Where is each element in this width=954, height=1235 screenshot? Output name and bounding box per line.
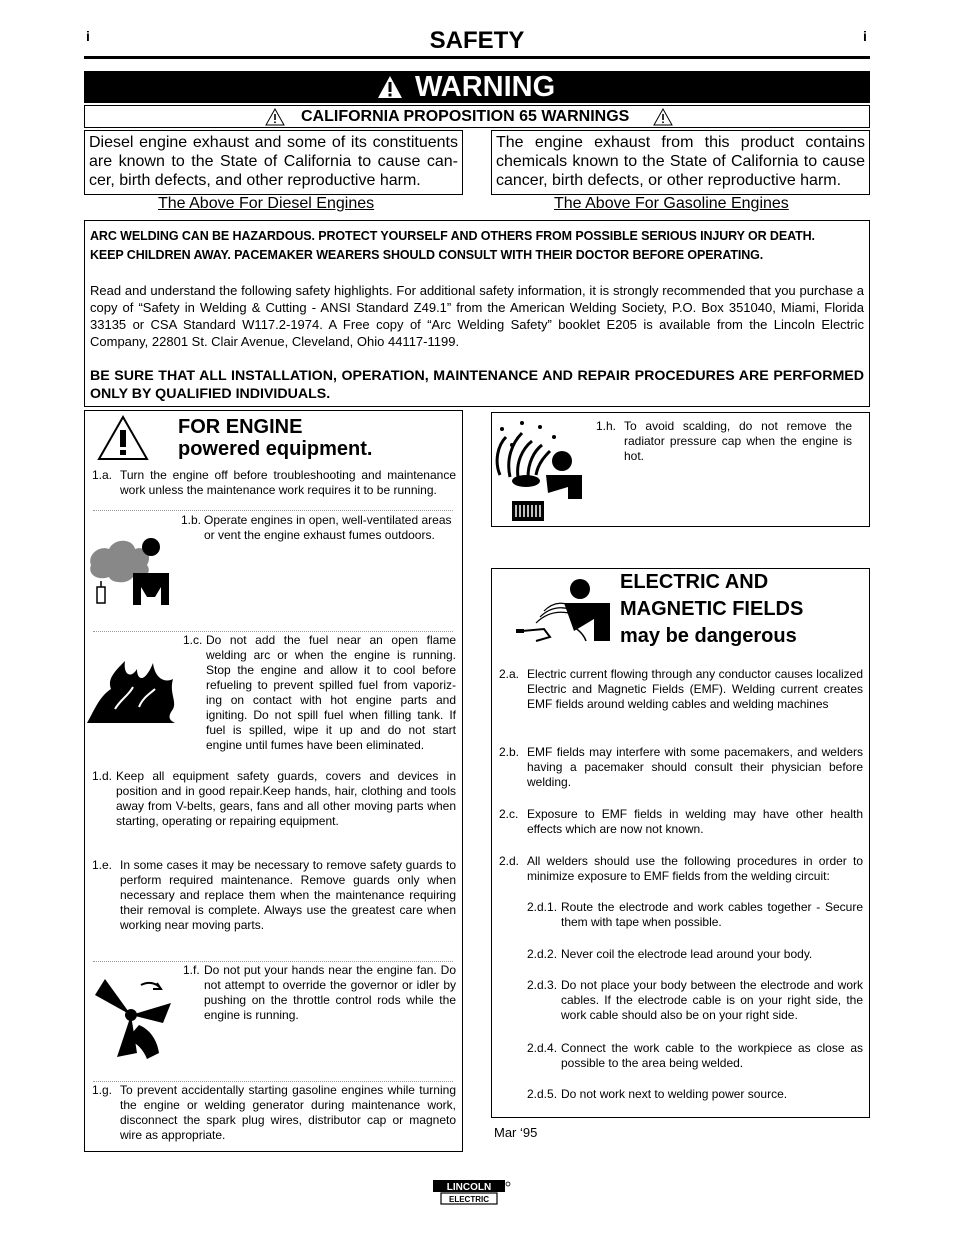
emf-section <box>491 568 870 1118</box>
item-number: 1.e. <box>92 858 113 872</box>
emf-title-2: MAGNETIC FIELDS <box>620 598 804 620</box>
gasoline-warning: The engine exhaust from this product contains chemicals known to the State of California to cause cancer, birth defects, or other reproductive harm. <box>491 130 870 195</box>
item-number: 2.d.3. <box>527 978 558 992</box>
item-number: 2.d. <box>499 854 520 868</box>
divider <box>93 1081 453 1082</box>
item-2d: All welders should use the following procedures in order to minimize exposure to EMF fields from the welding circuit: <box>527 854 863 883</box>
warning-label: WARNING <box>415 70 556 103</box>
divider <box>93 510 453 511</box>
diesel-caption: The Above For Diesel Engines <box>158 195 375 212</box>
lincoln-electric-logo <box>433 1178 512 1206</box>
warning-triangle-icon <box>653 108 673 126</box>
diesel-warning: Diesel engine exhaust and some of its constituents are known to the State of California to cause can-cer, birth defects, and other reproductive harm. <box>84 130 463 195</box>
welder-emf-icon <box>514 571 614 651</box>
engine-title-2: powered equipment. <box>178 438 373 460</box>
page-title: SAFETY <box>429 27 525 54</box>
item-2a: Electric current flowing through any conductor causes localized Electric and Magnetic Fields (EMF). Welding current creates EMF fields around welding cables and welding machines <box>527 667 863 711</box>
item-number: 1.f. <box>183 963 200 977</box>
exhaust-fumes-icon <box>87 525 171 607</box>
title-rule <box>84 56 870 59</box>
arc-header-1: ARC WELDING CAN BE HAZARDOUS. PROTECT YOURSELF AND OTHERS FROM POSSIBLE SERIOUS INJURY OR DEATH. <box>90 229 815 243</box>
divider <box>93 631 453 632</box>
item-1e: In some cases it may be necessary to remove safety guards to perform required maintenance. Remove guards only when necessary and replace them when the maintenance requiring their removal is complete. Always use the greatest care when working near moving parts. <box>120 858 456 932</box>
item-number: 1.b. <box>181 513 202 527</box>
warning-banner <box>84 71 870 103</box>
item-number: 2.d.4. <box>527 1041 558 1055</box>
item-2c: Exposure to EMF fields in welding may have other health effects which are now not known. <box>527 807 863 836</box>
item-1b: Operate engines in open, well-ventilated areas or vent the engine exhaust fumes outdoors. <box>204 513 452 542</box>
item-number: 1.d. <box>92 769 113 783</box>
logo-text-top: LINCOLN <box>446 1182 492 1193</box>
item-number: 2.a. <box>499 667 520 681</box>
emf-title-3: may be dangerous <box>620 625 797 647</box>
california-heading <box>84 105 870 128</box>
item-1c: Do not add the fuel near an open flame welding arc or when the engine is running. Stop the engine and allow it to cool before refueling to prevent spilled fuel from vaporiz-ing on contact with hot engine parts and igniting. Do not spill fuel when filling tank. If fuel is spilled, wipe it up and do not start engine until fumes have been eliminated. <box>206 633 456 752</box>
item-number: 2.c. <box>499 807 519 821</box>
item-2d3: Do not place your body between the electrode and work cables. If the electrode cable is on your right side, the work cable should also be on your right side. <box>561 978 863 1022</box>
item-2d1: Route the electrode and work cables together - Secure them with tape when possible. <box>561 900 863 929</box>
logo-text-bottom: ELECTRIC <box>449 1195 489 1204</box>
item-1g: To prevent accidentally starting gasoline engines while turning the engine or welding generator during maintenance work, disconnect the spark plug wires, distributor cap or magneto wire as appropriate. <box>120 1083 456 1142</box>
radiator-steam-icon <box>492 415 584 523</box>
item-number: 1.c. <box>183 633 203 647</box>
engine-title-1: FOR ENGINE <box>178 416 303 438</box>
item-1f: Do not put your hands near the engine fan. Do not attempt to override the governor or idler by pushing on the throttle control rods while the engine is running. <box>204 963 456 1022</box>
item-number: 2.b. <box>499 745 520 759</box>
revision-date: Mar ‘95 <box>494 1125 538 1140</box>
item-number: 1.h. <box>596 419 617 433</box>
arc-header-2: KEEP CHILDREN AWAY. PACEMAKER WEARERS SHOULD CONSULT WITH THEIR DOCTOR BEFORE OPERATING. <box>90 248 764 262</box>
page-number-right: i <box>863 28 867 44</box>
flame-icon <box>85 649 177 725</box>
warning-triangle-icon <box>265 108 285 126</box>
item-2d2: Never coil the electrode lead around your body. <box>561 947 813 961</box>
scalding-section <box>491 412 870 527</box>
divider <box>93 961 453 962</box>
item-number: 2.d.2. <box>527 947 558 961</box>
page-number-left: i <box>86 28 90 44</box>
item-1h: To avoid scalding, do not remove the radiator pressure cap when the engine is hot. <box>624 419 852 463</box>
arc-body: Read and understand the following safety highlights. For additional safety information, it is strongly recommended that you purchase a copy of “Safety in Welding & Cutting - ANSI Standard Z49.1” from the American Welding Society, P.O. Box 351040, Miami, Florida 33135 or CSA Standard W117.2-1974. A Free copy of “Arc Welding Safety” booklet E205 is available from the Lincoln Electric Company, 22801 St. Clair Avenue, Cleveland, Ohio 44117-1199. <box>90 283 864 349</box>
arc-welding-notice <box>84 220 870 407</box>
item-1a: Turn the engine off before troubleshooting and maintenance work unless the maintenance work requires it to be running. <box>120 468 456 497</box>
item-2b: EMF fields may interfere with some pacemakers, and welders having a pacemaker should consult their physician before welding. <box>527 745 863 789</box>
engine-section <box>84 410 463 1152</box>
gasoline-caption: The Above For Gasoline Engines <box>554 195 789 212</box>
qualified-notice: BE SURE THAT ALL INSTALLATION, OPERATION, MAINTENANCE AND REPAIR PROCEDURES ARE PERFORMED ONLY BY QUALIFIED INDIVIDUALS. <box>90 368 864 402</box>
item-number: 2.d.1. <box>527 900 558 914</box>
warning-triangle-icon <box>97 415 149 461</box>
fan-hand-icon <box>87 973 175 1061</box>
warning-triangle-icon <box>377 75 403 99</box>
california-title: CALIFORNIA PROPOSITION 65 WARNINGS <box>301 107 630 125</box>
item-1d: Keep all equipment safety guards, covers and devices in position and in good repair.Keep hands, hair, clothing and tools away from V-belts, gears, fans and all other moving parts when starting, operating or repairing equipment. <box>116 769 456 828</box>
emf-title-1: ELECTRIC AND <box>620 571 769 593</box>
item-number: 2.d.5. <box>527 1087 558 1101</box>
item-2d5: Do not work next to welding power source. <box>561 1087 788 1101</box>
item-number: 1.a. <box>92 468 113 482</box>
item-number: 1.g. <box>92 1083 113 1097</box>
item-2d4: Connect the work cable to the workpiece as close as possible to the area being welded. <box>561 1041 863 1070</box>
